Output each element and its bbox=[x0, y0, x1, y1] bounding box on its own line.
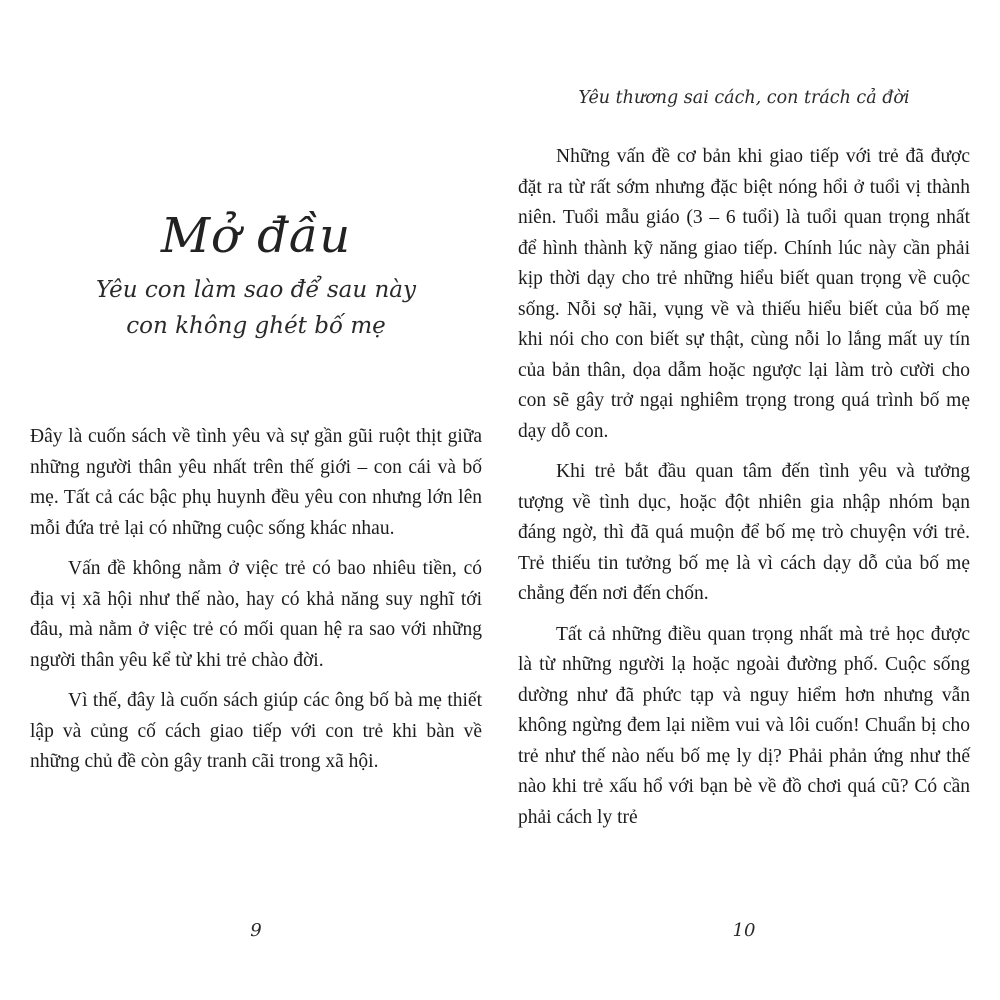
paragraph: Vì thế, đây là cuốn sách giúp các ông bố bà mẹ thiết lập và củng cố cách giao tiếp với con trẻ khi bàn về những chủ đề còn gây tranh cãi trong xã hội. bbox=[30, 690, 482, 772]
left-page bbox=[30, 0, 482, 1000]
running-header: Yêu thương sai cách, con trách cả đời bbox=[578, 88, 910, 108]
paragraph: Khi trẻ bắt đầu quan tâm đến tình yêu và tưởng tượng về tình dục, hoặc đột nhiên gia nhập nhóm bạn đáng ngờ, thì đã quá muộn để bố mẹ trò chuyện với trẻ. Trẻ thiếu tin tưởng bố mẹ là vì cách dạy dỗ của bố mẹ chẳng đến nơi đến chốn. bbox=[518, 461, 970, 604]
chapter-title: Mở đầu bbox=[160, 208, 352, 264]
page-number-right: 10 bbox=[732, 920, 756, 941]
left-page-body bbox=[30, 422, 482, 788]
chapter-subtitle-line-1: Yêu con làm sao để sau này bbox=[96, 277, 416, 303]
paragraph: Đây là cuốn sách về tình yêu và sự gần gũi ruột thịt giữa những người thân yêu nhất trên thế giới – con cái và bố mẹ. Tất cả các bậc phụ huynh đều yêu con nhưng lớn lên mỗi đứa trẻ lại có những cuộc sống khác nhau. bbox=[30, 426, 482, 539]
right-page bbox=[518, 0, 970, 1000]
paragraph: Những vấn đề cơ bản khi giao tiếp với trẻ đã được đặt ra từ rất sớm nhưng đặc biệt nóng hổi ở tuổi vị thành niên. Tuổi mẫu giáo (3 – 6 tuổi) là tuổi quan trọng nhất để hình thành kỹ năng giao tiếp. Chính lúc này cần phải kịp thời dạy cho trẻ những hiểu biết quan trọng về cuộc sống. Nỗi sợ hãi, vụng về và thiếu hiểu biết của bố mẹ khi nói cho con biết sự thật, cùng nỗi lo lắng mất uy tín của bản thân, dọa dẫm hoặc ngược lại làm trò cười cho con sẽ gây trở ngại nghiêm trọng trong quá trình bố mẹ dạy dỗ con. bbox=[518, 146, 970, 442]
right-page-body bbox=[518, 142, 970, 843]
chapter-subtitle-line-2: con không ghét bố mẹ bbox=[126, 313, 386, 339]
page-number-left: 9 bbox=[250, 920, 262, 941]
paragraph: Tất cả những điều quan trọng nhất mà trẻ học được là từ những người lạ hoặc ngoài đường phố. Cuộc sống dường như đã phức tạp và nguy hiểm hơn nhưng vẫn không ngừng đem lại niềm vui và lôi cuốn! Chuẩn bị cho trẻ như thế nào nếu bố mẹ ly dị? Phải phản ứng như thế nào khi trẻ xấu hổ với bạn bè về đồ chơi quá cũ? Có cần phải cách ly trẻ bbox=[518, 623, 970, 828]
chapter-subtitle bbox=[30, 272, 482, 344]
paragraph: Vấn đề không nằm ở việc trẻ có bao nhiêu tiền, có địa vị xã hội như thế nào, hay có khả năng suy nghĩ tới đâu, mà nằm ở việc trẻ có mối quan hệ ra sao với những người thân yêu kể từ khi trẻ chào đời. bbox=[30, 558, 482, 671]
